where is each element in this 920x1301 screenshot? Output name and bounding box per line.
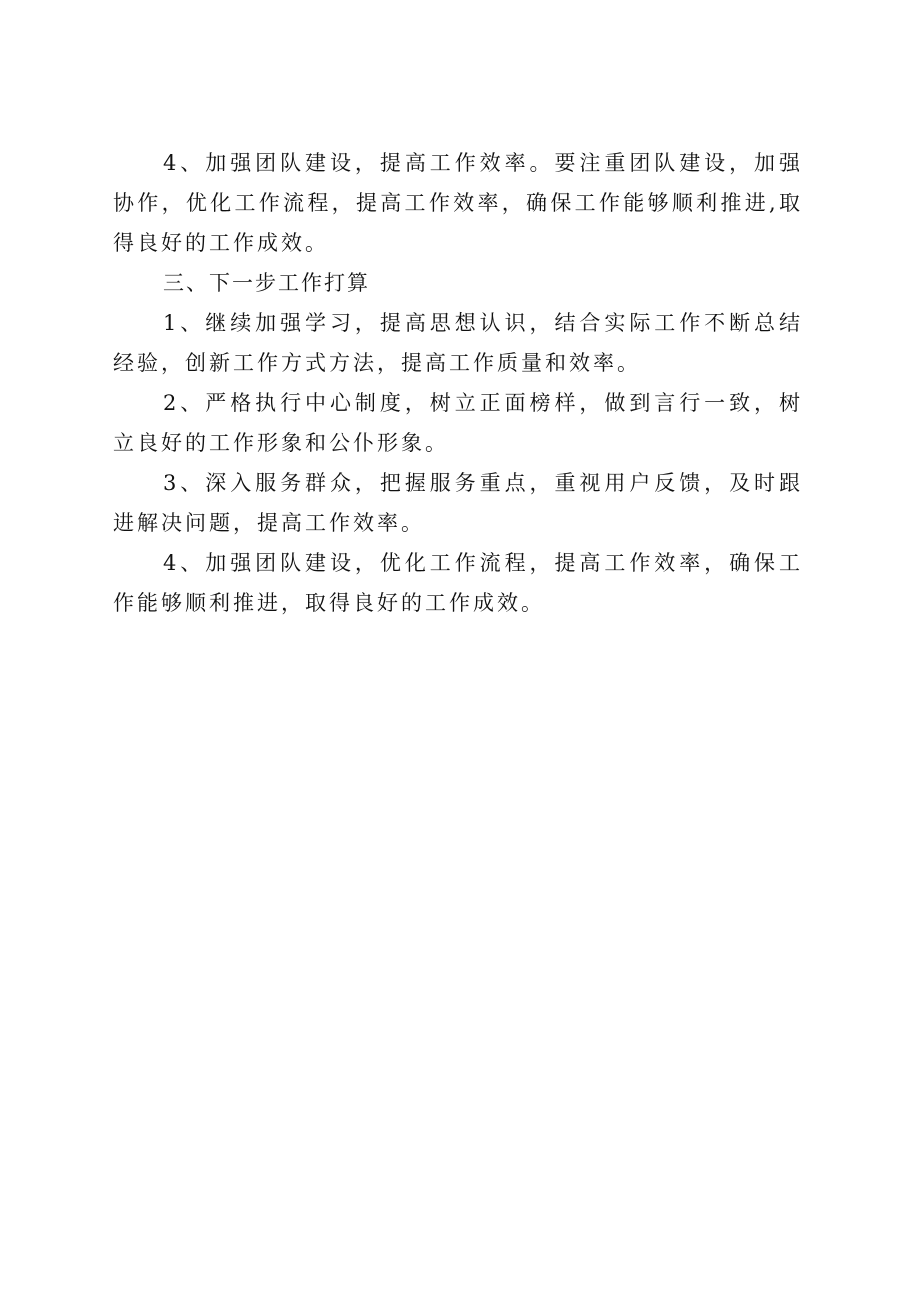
- paragraph-team-building: 4、加强团队建设，提高工作效率。要注重团队建设，加强协作，优化工作流程，提高工作效率，确保工作能够顺利推进,取得良好的工作成效。: [113, 151, 803, 255]
- paragraph-plan-1: 1、继续加强学习，提高思想认识，结合实际工作不断总结经验，创新工作方式方法，提高工作质量和效率。: [113, 311, 803, 375]
- section-heading-next-steps: 三、下一步工作打算: [163, 271, 370, 295]
- paragraph-plan-2: 2、严格执行中心制度，树立正面榜样，做到言行一致，树立良好的工作形象和公仆形象。: [113, 391, 803, 455]
- paragraph-plan-4: 4、加强团队建设，优化工作流程，提高工作效率，确保工作能够顺利推进，取得良好的工作成效。: [113, 551, 803, 615]
- paragraph-plan-3: 3、深入服务群众，把握服务重点，重视用户反馈，及时跟进解决问题，提高工作效率。: [113, 471, 803, 535]
- document-body: [113, 143, 803, 623]
